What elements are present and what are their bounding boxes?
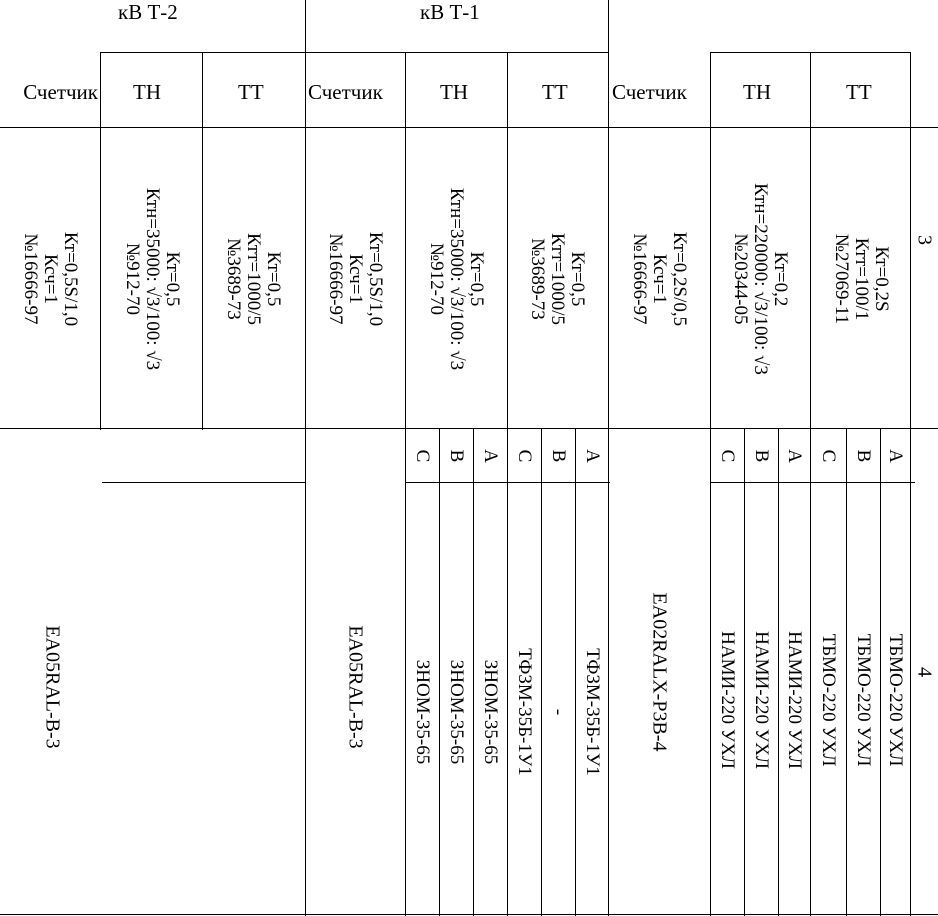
header-t1: кВ Т-1 xyxy=(420,0,480,24)
spec-line: №912-70 xyxy=(426,243,448,315)
rule-h xyxy=(0,428,938,429)
phase-tt-g3-c: С xyxy=(817,449,839,463)
model-tn-g2-b: ЗНОМ-35-65 xyxy=(445,659,467,765)
spec-line: №3689-73 xyxy=(527,238,549,320)
col-counter-g1: Счетчик xyxy=(23,82,98,103)
spec-tn-g1 xyxy=(122,188,182,370)
col-counter-g3: Счетчик xyxy=(612,82,687,103)
rule-h xyxy=(102,482,305,483)
spec-line: Ктт=100/1 xyxy=(850,237,872,321)
spec-counter-g3 xyxy=(629,232,689,326)
spec-counter-g2 xyxy=(325,232,385,326)
spec-line: Ксч=1 xyxy=(648,253,670,305)
phase-tt-g3-a: А xyxy=(884,449,906,463)
col-tn-g1: ТН xyxy=(133,80,161,104)
spec-line: Кт=0,2S xyxy=(870,246,892,312)
spec-line: №20344-05 xyxy=(730,233,752,325)
model-counter-g3: ЕА02RALX-P3B-4 xyxy=(648,592,671,752)
spec-line: №27069-11 xyxy=(831,233,853,325)
model-tn-g3-a: НАМИ-220 УХЛ xyxy=(783,631,805,769)
rule-v xyxy=(910,52,911,916)
spec-line: Ктн=220000: √3/100: √3 xyxy=(749,183,771,375)
model-counter-g2: ЕА05RAL-B-3 xyxy=(344,625,367,749)
spec-line: Ктт=1000/5 xyxy=(546,232,568,326)
spec-tt-g2 xyxy=(527,233,587,325)
rule-h xyxy=(0,127,938,128)
model-counter-g1: ЕА05RAL-B-3 xyxy=(41,625,64,749)
spec-line: Ктт=1000/5 xyxy=(242,232,264,326)
rule-v xyxy=(846,428,847,916)
row-number-4: 4 xyxy=(913,667,936,677)
rule-v xyxy=(710,52,711,916)
rule-h xyxy=(305,52,608,53)
spec-line: №16666-97 xyxy=(629,233,651,325)
spec-line: Кт=0,5 xyxy=(465,251,487,307)
rule-v xyxy=(405,52,406,916)
rule-v xyxy=(744,428,745,916)
rule-h xyxy=(0,914,938,915)
rule-v xyxy=(575,428,576,916)
spec-tn-g3 xyxy=(730,183,790,375)
spec-line: №16666-97 xyxy=(325,233,347,325)
col-tn-g3: ТН xyxy=(743,80,771,104)
rule-v xyxy=(810,52,811,916)
phase-tn-g3-c: С xyxy=(716,449,738,463)
phase-tt-g2-b: В xyxy=(547,449,569,463)
model-tn-g3-b: НАМИ-220 УХЛ xyxy=(750,631,772,769)
spec-line: Кт=0,5S/1,0 xyxy=(59,231,81,327)
spec-tt-g3 xyxy=(831,234,891,324)
spec-line: Кт=0,2S/0,5 xyxy=(668,231,690,327)
spec-tt-g1 xyxy=(223,233,283,325)
phase-tt-g3-b: В xyxy=(852,449,874,463)
spec-line: Ксч=1 xyxy=(344,253,366,305)
model-tn-g2-c: ЗНОМ-35-65 xyxy=(411,659,433,765)
header-t2: кВ Т-2 xyxy=(118,0,178,24)
phase-tn-g2-b: В xyxy=(445,449,467,463)
spec-line: №3689-73 xyxy=(223,238,245,320)
rule-v xyxy=(202,52,203,430)
rule-v xyxy=(439,428,440,916)
rule-h xyxy=(710,482,915,483)
row-number-3: 3 xyxy=(913,235,936,245)
rule-v xyxy=(541,428,542,916)
model-tt-g2-c: ТФЗМ-35Б-1У1 xyxy=(513,648,535,776)
spec-line: Ктн=35000: √3/100: √3 xyxy=(141,187,163,371)
spec-line: Кт=0,5S/1,0 xyxy=(364,231,386,327)
col-tt-g3: ТТ xyxy=(846,80,872,104)
model-tn-g3-c: НАМИ-220 УХЛ xyxy=(716,631,738,769)
spec-tn-g2 xyxy=(426,188,486,370)
model-tt-g3-b: ТБМО-220 УХЛ xyxy=(852,633,874,767)
col-tt-g2: ТТ xyxy=(542,80,568,104)
col-tt-g1: ТТ xyxy=(238,80,264,104)
phase-tn-g2-a: А xyxy=(479,449,501,463)
spec-line: Ксч=1 xyxy=(39,253,61,305)
spec-counter-g1 xyxy=(20,232,80,326)
model-tn-g2-a: ЗНОМ-35-65 xyxy=(479,659,501,765)
spec-line: Кт=0,5 xyxy=(262,251,284,307)
phase-tn-g2-c: С xyxy=(411,449,433,463)
spec-line: Кт=0,2 xyxy=(769,251,791,307)
rule-v xyxy=(507,52,508,916)
phase-tn-g3-b: В xyxy=(750,449,772,463)
model-tt-g2-a: ТФЗМ-35Б-1У1 xyxy=(581,648,603,776)
spec-line: Кт=0,5 xyxy=(566,251,588,307)
rule-v xyxy=(778,428,779,916)
phase-tt-g2-a: А xyxy=(581,449,603,463)
rule-v xyxy=(305,0,306,916)
rule-v xyxy=(608,0,609,916)
model-tt-g3-c: ТБМО-220 УХЛ xyxy=(817,633,839,767)
rule-v xyxy=(100,52,101,430)
rule-v xyxy=(473,428,474,916)
phase-tn-g3-a: А xyxy=(783,449,805,463)
phase-tt-g2-c: С xyxy=(513,449,535,463)
rule-v xyxy=(880,428,881,916)
spec-line: Ктн=35000: √3/100: √3 xyxy=(445,187,467,371)
spec-line: Кт=0,5 xyxy=(161,251,183,307)
model-tt-g3-a: ТБМО-220 УХЛ xyxy=(884,633,906,767)
model-tt-g2-b: - xyxy=(547,708,569,716)
spec-line: №912-70 xyxy=(122,243,144,315)
col-tn-g2: ТН xyxy=(440,80,468,104)
col-counter-g2: Счетчик xyxy=(308,82,383,103)
spec-line: №16666-97 xyxy=(20,233,42,325)
